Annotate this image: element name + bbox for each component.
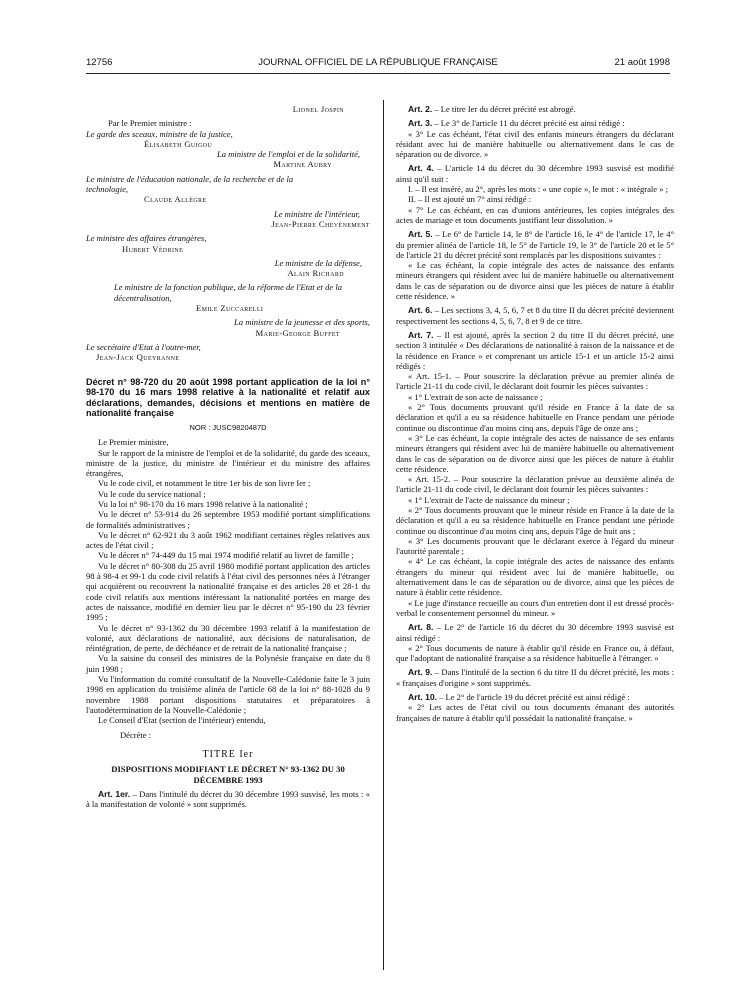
- article-paragraph: [396, 692, 674, 702]
- body-paragraph: [396, 536, 674, 557]
- article-label: Art. 6.: [408, 305, 433, 316]
- article-paragraph: [396, 118, 674, 128]
- paragraph-text: « 2° Les actes de l'état civil ou tous documents émanant des autorités françaises de nature à établir qu'il possédait la nationalité française. »: [396, 702, 674, 723]
- paragraph-text: « 4° Le cas échéant, la copie intégrale des actes de naissance des enfants étrangers du mineur qui résident avec lui de manière habituelle, ou alternativement dans le cas de séparation ou de divorce, ainsi que les pièces de nature à établir cette résidence.: [396, 556, 674, 598]
- journal-title: JOURNAL OFFICIEL DE LA RÉPUBLIQUE FRANÇAISE: [258, 57, 498, 68]
- paragraph-text: – Le 3° de l'article 11 du décret précité est ainsi rédigé :: [432, 118, 625, 129]
- visa-paragraph: Vu le décret n° 80-308 du 25 avril 1980 modifié portant application des articles 98 à 98-4 et 99-1 du code civil relatifs à l'état civil des personnes nées à l'étranger qui acquièrent ou recouvrent la nationalité française et des articles 28 et 28-1 du code civil relatifs aux mentions intéressant la nationalité portées en marge des actes de naissance, modifié en dernier lieu par le décret n° 95-190 du 23 février 1995 ;: [86, 560, 370, 623]
- paragraph-text: – Le 2° de l'article 19 du décret précité est ainsi rédigé :: [436, 692, 630, 703]
- visa-paragraph: Vu le décret n° 53-914 du 26 septembre 1953 modifié portant simplifications de formalités administratives ;: [86, 509, 370, 530]
- visa-paragraph: Vu le décret n° 74-449 du 15 mai 1974 modifié relatif au livret de famille ;: [98, 550, 354, 561]
- paragraph-text: « Le juge d'instance recueille au cours d'un entretien dont il est dressé procès-verbal le consentement personnel du mineur. »: [396, 597, 674, 618]
- signature-name: Emile Zuccarelli: [196, 303, 264, 314]
- body-paragraph: [396, 556, 674, 597]
- signature-title: La ministre de l'emploi et de la solidarité,: [217, 149, 360, 160]
- article-label: Art. 7.: [408, 329, 434, 340]
- paragraph-text: – Dans l'intitulé de la section 6 du titre II du décret précité, les mots : « françaises d'origine » sont supprimés.: [396, 667, 674, 688]
- paragraph-text: « 2° Tous documents prouvant que le mineur réside en France à la date de la déclaration et qu'il a eu sa résidence habituelle en France pendant une période continue ou discontinue d'au moins cinq ans, depuis l'âge de huit ans ;: [396, 504, 674, 536]
- signature-name: Marie-George Buffet: [255, 327, 340, 338]
- right-column: [396, 104, 674, 723]
- visa-paragraph: Vu le code du service national ;: [98, 488, 206, 499]
- signature-name: Lionel Jospin: [292, 104, 344, 114]
- visa-paragraph: Vu le code civil, et notamment le titre 1er bis de son livre Ier ;: [98, 478, 311, 489]
- body-paragraph: [396, 643, 674, 664]
- signature-name: Claude Allègre: [144, 194, 207, 205]
- page-header: [86, 57, 670, 71]
- signature-name: Jean-Jack Queyranne: [96, 352, 180, 363]
- paragraph-text: « 2° Tous documents de nature à établir qu'il réside en France ou, à défaut, que l'adoptant de nationalité française a sa résidence habituelle à l'étranger. »: [396, 642, 674, 664]
- article-paragraph: [396, 330, 674, 371]
- paragraph-text: « Art. 15-2. – Pour souscrire la déclaration prévue au deuxième alinéa de l'article 21-11 du code civil, le déclarant doit fournir les pièces suivantes :: [396, 474, 674, 495]
- visa-paragraph: Vu la loi n° 98-170 du 16 mars 1998 relative à la nationalité ;: [98, 498, 308, 509]
- paragraph-text: « 3° Les documents prouvant que le déclarant exerce à l'égard du mineur l'autorité parentale ;: [396, 535, 674, 557]
- article-text: – Dans l'intitulé du décret du 30 décembre 1993 susvisé, les mots : « à la manifestation de volonté » sont supprimés.: [86, 789, 370, 810]
- article-paragraph: [396, 163, 674, 184]
- signature-title: Le ministre de la fonction publique, de la réforme de l'Etat et de la décentralisation,: [114, 282, 342, 303]
- signature-title: Le garde des sceaux, ministre de la justice,: [86, 128, 233, 139]
- paragraph-text: « 3° Le cas échéant, la copie intégrale des actes de naissance de ses enfants mineurs étrangers qui résident avec lui de manière habituelle ou alternativement dans le cas de séparation ou de divorce ainsi que les pièces de nature à établir cette résidence.: [396, 432, 674, 474]
- paragraph-text: – Le 6° de l'article 14, le 8° de l'article 16, le 4° de l'article 17, le 4° du premier alinéa de l'article 18, le 5° de l'article 19, le 3° de l'article 20 et le 5° de l'article 21 du décret précité sont remplacés par les dispositions suivantes :: [396, 229, 674, 260]
- paragraph-text: – Le 2° de l'article 16 du décret du 30 décembre 1993 susvisé est ainsi rédigé :: [396, 622, 674, 643]
- article-paragraph: [396, 667, 674, 688]
- article-label: Art. 9.: [408, 667, 433, 678]
- article-paragraph: [396, 229, 674, 260]
- body-paragraph: [396, 194, 674, 204]
- article-label: Art. 1er.: [98, 789, 131, 800]
- visa-paragraph: Sur le rapport de la ministre de l'emploi et de la solidarité, du garde des sceaux, ministre de la justice, du ministre de l'intérieur et du ministre des affaires étrangères,: [86, 447, 370, 479]
- column-divider: [383, 100, 384, 970]
- article-label: Art. 5.: [408, 229, 433, 240]
- article-label: Art. 10.: [408, 692, 437, 703]
- body-paragraph: [396, 702, 674, 723]
- decree-title: Décret n° 98-720 du 20 août 1998 portant application de la loi n° 98-170 du 16 mars 1998 relative à la nationalité et relatif aux déclarations, demandes, décisions et mentions en matière de nationalité française: [86, 376, 370, 419]
- body-paragraph: [396, 184, 674, 194]
- body-paragraph: [396, 260, 674, 301]
- issue-date: 21 août 1998: [614, 57, 670, 68]
- body-paragraph: [396, 402, 674, 433]
- paragraph-text: « 1° L'extrait de l'acte de naissance du mineur ;: [408, 494, 570, 505]
- header-rule: [86, 73, 670, 74]
- signature-intro: Par le Premier ministre :: [108, 118, 192, 129]
- paragraph-text: « Art. 15-1. – Pour souscrire la déclaration prévue au premier alinéa de l'article 21-11 du code civil, le déclarant doit fournir les pièces suivantes :: [396, 371, 674, 392]
- signature-name: Hubert Védrine: [122, 243, 184, 254]
- article-label: Art. 2.: [408, 104, 433, 114]
- article-paragraph: [396, 104, 674, 114]
- body-paragraph: [396, 495, 674, 505]
- left-column: [86, 104, 370, 810]
- paragraph-text: – Le titre Ier du décret précité est abrogé.: [432, 104, 576, 114]
- paragraph-text: « 7° Le cas échéant, en cas d'unions antérieures, les copies intégrales des actes de mariage et tous documents justifiant leur dissolution. »: [396, 204, 674, 225]
- paragraph-text: « Le cas échéant, la copie intégrale des actes de naissance des enfants mineurs étrangers qui résident avec lui de manière habituelle ou alternativement dans le cas de séparation ou de divorce ainsi que les pièces de nature à établir cette résidence. »: [396, 260, 674, 302]
- visa-paragraph: Vu le décret n° 93-1362 du 30 décembre 1993 relatif à la manifestation de volonté, aux déclarations de nationalité, aux décisions de naturalisation, de réintégration, de perte, de déchéance et de retrait de la nationalité française ;: [86, 622, 370, 654]
- signature-title: Le ministre de l'éducation nationale, de la recherche et de la technologie,: [86, 173, 294, 195]
- body-paragraph: [396, 371, 674, 392]
- article-1: [86, 789, 370, 810]
- decrete: Décrète :: [120, 729, 152, 740]
- signature-name: Martine Aubry: [273, 159, 332, 170]
- titre-heading: TITRE Ier: [202, 748, 254, 760]
- signature-name: Alain Richard: [287, 268, 344, 279]
- paragraph-text: « 1° L'extrait de son acte de naissance ;: [408, 391, 543, 402]
- signature-name: Élisabeth Guigou: [144, 138, 213, 149]
- signature-title: Le ministre de l'intérieur,: [273, 208, 360, 219]
- paragraph-text: II. – Il est ajouté un 7° ainsi rédigé :: [408, 194, 532, 205]
- body-paragraph: [396, 505, 674, 536]
- section-heading: DISPOSITIONS MODIFIANT LE DÉCRET N° 93-1362 DU 30 DÉCEMBRE 1993: [111, 764, 345, 785]
- body-paragraph: [396, 392, 674, 402]
- visas: [86, 437, 370, 725]
- visa-paragraph: Vu l'information du comité consultatif de la Nouvelle-Calédonie faite le 3 juin 1998 en application du troisième alinéa de l'article 68 de la loi n° 88-1028 du 9 novembre 1988 portant dispositions statutaires et préparatoires à l'autodétermination de la Nouvelle-Calédonie ;: [86, 674, 370, 715]
- paragraph-text: « 3° Le cas échéant, l'état civil des enfants mineurs étrangers du déclarant résidant avec lui de manière habituelle ou alternativement dans le cas de séparation ou de divorce. »: [396, 128, 674, 160]
- body-paragraph: [396, 598, 674, 619]
- signature-title: Le secrétaire d'Etat à l'outre-mer,: [86, 341, 201, 352]
- signature-name: Jean-Pierre Chevènement: [271, 218, 370, 229]
- body-paragraph: [396, 205, 674, 226]
- paragraph-text: – Les sections 3, 4, 5, 6, 7 et 8 du titre II du décret précité deviennent respectivement les sections 4, 5, 6, 7, 8 et 9 de ce titre.: [396, 305, 675, 326]
- paragraph-text: « 2° Tous documents prouvant qu'il réside en France à la date de sa déclaration et qu'il a eu sa résidence habituelle en France pendant une période continue ou discontinue d'au moins cinq ans, depuis l'âge de onze ans ;: [396, 402, 674, 433]
- page-number: 12756: [86, 57, 113, 68]
- body-paragraph: [396, 433, 674, 474]
- signature-title: Le ministre de la défense,: [274, 257, 362, 268]
- visa-paragraph: Vu le décret n° 62-921 du 3 août 1962 modifiant certaines règles relatives aux actes de l'état civil ;: [86, 529, 370, 551]
- visa-paragraph: Le Premier ministre,: [98, 437, 169, 448]
- nor-reference: NOR : JUSC9820487D: [189, 422, 267, 432]
- visa-paragraph: Vu la saisine du conseil des ministres de la Polynésie française en date du 8 juin 1998 ;: [86, 653, 370, 674]
- article-label: Art. 3.: [408, 118, 433, 129]
- article-label: Art. 4.: [408, 163, 434, 174]
- paragraph-text: I. – Il est inséré, au 2°, après les mots : « une copie », le mot : « intégrale » ;: [408, 184, 668, 195]
- paragraph-text: – Il est ajouté, après la section 2 du titre II du décret précité, une section 3 intitulée « Des déclarations de nationalité à raison de la naissance et de la résidence en France » et comprenant un article 15-1 et un article 15-2 ainsi rédigés :: [396, 329, 674, 371]
- article-paragraph: [396, 622, 674, 643]
- body-paragraph: [396, 474, 674, 495]
- article-paragraph: [396, 305, 674, 326]
- paragraph-text: – L'article 14 du décret du 30 décembre 1993 susvisé est modifié ainsi qu'il suit :: [396, 163, 674, 184]
- article-label: Art. 8.: [408, 622, 434, 633]
- signature-title: La ministre de la jeunesse et des sports,: [234, 317, 370, 328]
- body-paragraph: [396, 129, 674, 160]
- signature-title: Le ministre des affaires étrangères,: [86, 233, 207, 244]
- visa-paragraph: Le Conseil d'Etat (section de l'intérieur) entendu,: [98, 715, 266, 726]
